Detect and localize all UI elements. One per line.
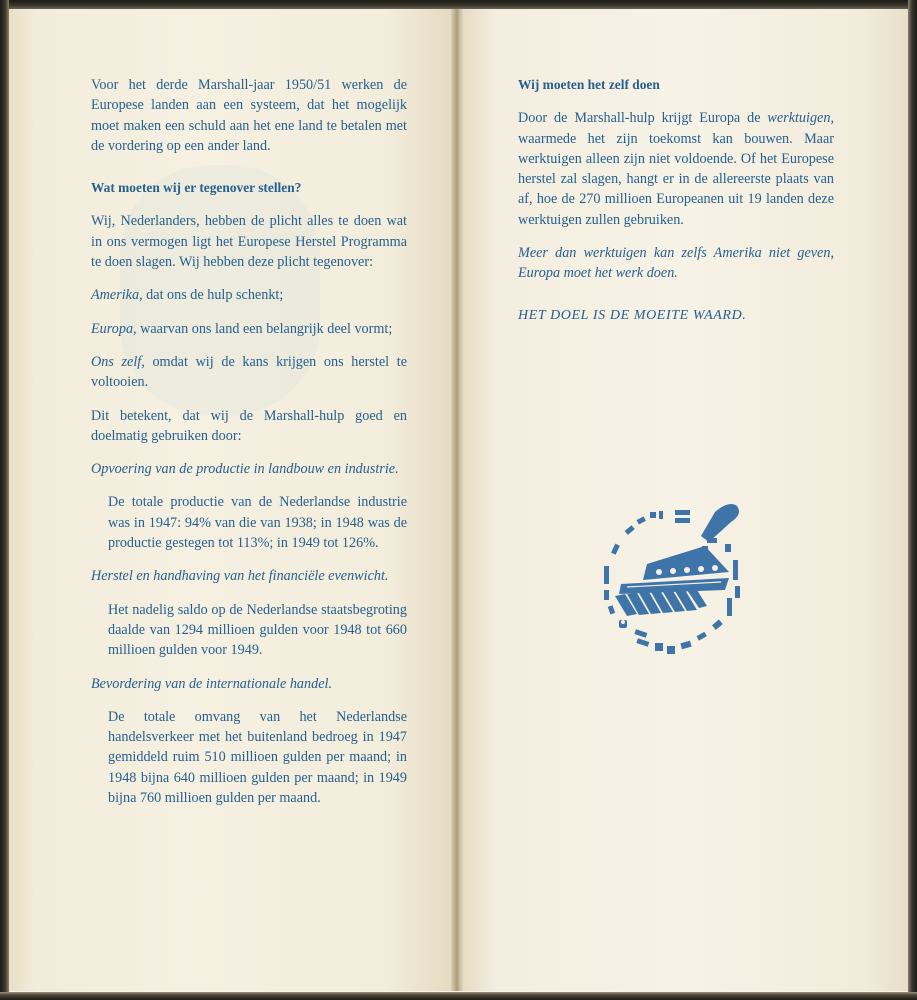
finance-paragraph: Het nadelig saldo op de Nederlandse staatsbegroting daalde van 1294 millioen gulden voor 1948 tot 660 millioen gulden voor 1949. xyxy=(108,601,407,659)
tools-text-end: waarmede het zijn toekomst kan bouwen. Maar werktuigen alleen zijn niet voldoende. Of het Europese herstel zal slagen, hangt er in de allereerste plaats van af, hoe de 270 millioen Europeanen uit 19 landen deze werktuigen zullen gebruiken. xyxy=(518,130,834,228)
amerika-item xyxy=(91,285,407,305)
trade-paragraph: De totale omvang van het Nederlandse handelsverkeer met het buitenland bedroeg in 1947 gemiddeld ruim 510 millioen gulden per maand; in 1948 bijna 640 millioen gulden per maand; in 1949 bijna 760 millioen gulden per maand. xyxy=(108,708,407,807)
marshall-plan-emblem-icon xyxy=(597,498,755,660)
duty-paragraph: Wij, Nederlanders, hebben de plicht alles te doen wat in ons vermogen ligt het Europese Herstel Programma te doen slagen. Wij hebben deze plicht tegenover: xyxy=(91,213,407,271)
finance-heading: Herstel en handhaving van het financiële evenwicht. xyxy=(91,568,389,585)
onszelf-text: omdat wij de kans krijgen ons herstel te voltooien. xyxy=(91,353,407,391)
right-heading: Wij moeten het zelf doen xyxy=(518,77,660,92)
intro-paragraph: Voor het derde Marshall-jaar 1950/51 werken de Europese landen aan een systeem, dat het mogelijk moet maken een schuld aan het ene land te betalen met de vordering op een ander land. xyxy=(91,77,407,154)
europa-item xyxy=(91,319,407,339)
right-text-column xyxy=(518,75,834,326)
amerika-label: Amerika, xyxy=(91,287,143,304)
onszelf-item xyxy=(91,352,407,393)
onszelf-label: Ons zelf, xyxy=(91,353,145,370)
amerika-text: dat ons de hulp schenkt; xyxy=(142,287,284,304)
production-paragraph: De totale productie van de Nederlandse industrie was in 1947: 94% van die van 1938; in 1948 was de productie gestegen tot 113%; in 1949 tot 126%. xyxy=(108,494,407,552)
europa-label: Europa, xyxy=(91,320,137,337)
section-heading: Wat moeten wij er tegenover stellen? xyxy=(91,180,302,196)
scan-edge-left xyxy=(0,0,9,1000)
booklet-spine xyxy=(451,9,463,991)
europa-text: waarvan ons land een belangrijk deel vormt; xyxy=(136,320,393,337)
scan-edge-right xyxy=(908,0,917,1000)
left-text-column xyxy=(91,75,407,808)
scan-edge-top xyxy=(0,0,917,9)
tools-italic-word: werktuigen, xyxy=(767,110,834,127)
trade-heading: Bevordering van de internationale handel. xyxy=(91,675,332,692)
quote-paragraph: Meer dan werktuigen kan zelfs Amerika niet geven, Europa moet het werk doen. xyxy=(518,245,834,282)
slogan: HET DOEL IS DE MOEITE WAARD. xyxy=(518,307,747,323)
production-heading: Opvoering van de productie in landbouw en industrie. xyxy=(91,461,399,478)
tools-text-start: Door de Marshall-hulp krijgt Europa de xyxy=(518,110,768,127)
usage-paragraph: Dit betekent, dat wij de Marshall-hulp goed en doelmatig gebruiken door: xyxy=(91,407,407,444)
tools-paragraph xyxy=(518,108,834,230)
scan-edge-bottom xyxy=(0,992,917,1000)
